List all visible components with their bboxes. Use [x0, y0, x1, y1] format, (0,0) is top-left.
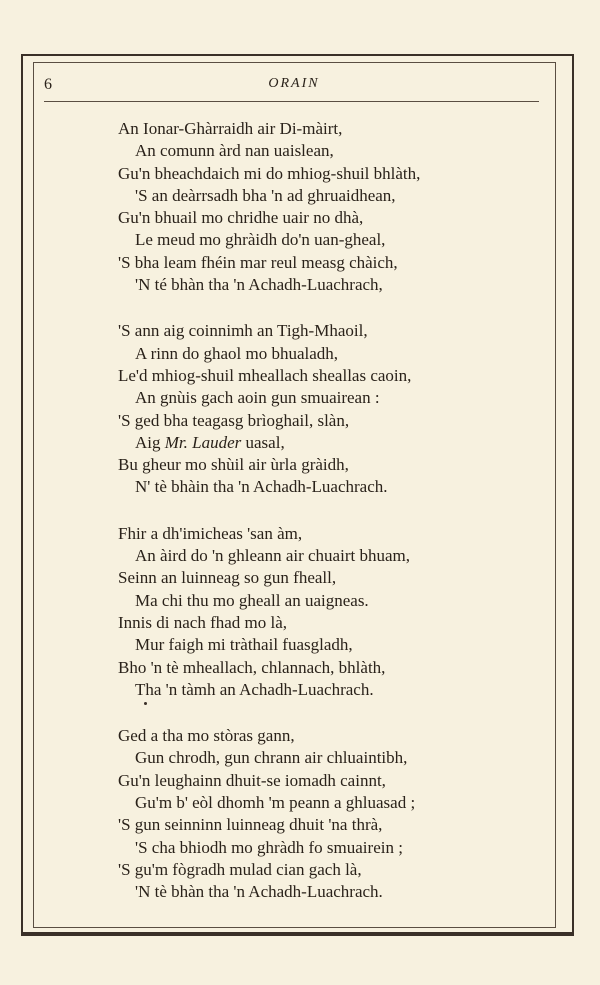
- running-title: ORAIN: [268, 76, 320, 91]
- verse-line: Bho 'n tè mheallach, chlannach, bhlàth,: [118, 657, 386, 677]
- page-number: 6: [44, 76, 52, 93]
- verse-line: Innis di nach fhad mo là,: [118, 612, 288, 632]
- verse-line: Seinn an luinneag so gun fheall,: [118, 568, 337, 588]
- verse-line: An comunn àrd nan uaislean,: [135, 141, 334, 161]
- ink-mark: [144, 702, 147, 705]
- stanza: [118, 725, 558, 903]
- verse-line: 'S bha leam fhéin mar reul measg chàich,: [118, 252, 398, 272]
- verse-line: An gnùis gach aoin gun smuairean :: [135, 388, 380, 408]
- verse-line: Ged a tha mo stòras gann,: [118, 726, 295, 746]
- stanza: [118, 523, 558, 701]
- header-rule: [44, 101, 539, 102]
- bottom-rule: [21, 934, 574, 936]
- verse-line: Gu'm b' eòl dhomh 'm peann a ghluasad ;: [135, 793, 416, 813]
- verse-line: 'S ann aig coinnimh an Tigh-Mhaoil,: [118, 321, 368, 341]
- verse-line: A rinn do ghaol mo bhualadh,: [135, 343, 339, 363]
- page-header: [44, 76, 544, 102]
- verse-line: Tha 'n tàmh an Achadh-Luachrach.: [135, 679, 374, 699]
- verse-line: 'S gun seinninn luinneag dhuit 'na thrà,: [118, 815, 383, 835]
- verse-line: 'N tè bhàn tha 'n Achadh-Luachrach.: [135, 882, 383, 902]
- verse-line: N' tè bhàin tha 'n Achadh-Luachrach.: [135, 477, 388, 497]
- verse-line: Fhir a dh'imicheas 'san àm,: [118, 523, 303, 543]
- verse-text: uasal,: [241, 432, 285, 452]
- stanza: [118, 118, 558, 296]
- stanza: [118, 320, 558, 498]
- verse-line: 'S gu'm fògradh mulad cian gach là,: [118, 859, 362, 879]
- verse-line: Gu'n bheachdaich mi do mhiog-shuil bhlàth,: [118, 163, 421, 183]
- verse-line: 'S ged bha teagasg brìoghail, slàn,: [118, 410, 350, 430]
- verse-line: 'N té bhàn tha 'n Achadh-Luachrach,: [135, 275, 383, 295]
- verse-line: 'S cha bhiodh mo ghràdh fo smuairein ;: [135, 837, 403, 857]
- verse-line: Le'd mhiog-shuil mheallach sheallas caoin,: [118, 365, 412, 385]
- verse-line: Gu'n bhuail mo chridhe uair no dhà,: [118, 208, 364, 228]
- italic-name: Mr. Lauder: [164, 432, 242, 452]
- verse-line: Bu gheur mo shùil air ùrla gràidh,: [118, 455, 349, 475]
- verse-line: Gu'n leughainn dhuit-se iomadh cainnt,: [118, 770, 386, 790]
- verse-line: Mur faigh mi tràthail fuasgladh,: [135, 635, 353, 655]
- verse-line: An àird do 'n ghleann air chuairt bhuam,: [135, 546, 410, 566]
- verse-line: Gun chrodh, gun chrann air chluaintibh,: [135, 748, 408, 768]
- verse-line: Ma chi thu mo gheall an uaigneas.: [135, 590, 369, 610]
- verse-text: Aig: [135, 432, 165, 452]
- verse-line: 'S an deàrrsadh bha 'n ad ghruaidhean,: [135, 185, 396, 205]
- poem: [118, 118, 558, 904]
- verse-line: [118, 432, 558, 454]
- verse-line: An Ionar-Ghàrraidh air Di-màirt,: [118, 119, 343, 138]
- verse-line: Le meud mo ghràidh do'n uan-gheal,: [135, 230, 386, 250]
